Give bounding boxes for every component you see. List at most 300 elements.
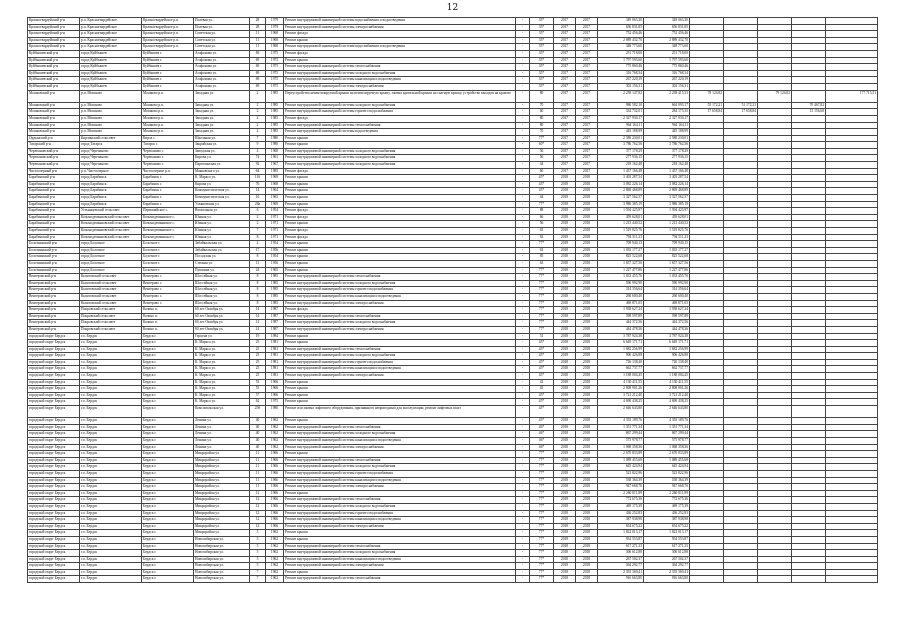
cell-s2: [758, 201, 792, 208]
cell-district: Куйбышевский р-н: [28, 83, 80, 90]
cell-s4: [826, 155, 878, 162]
cell-c5: 590 992,90: [598, 280, 644, 287]
cell-house: 40: [250, 444, 266, 451]
cell-c5: 1 657 327,56: [598, 260, 644, 267]
cell-street: Новосибирская ул.: [194, 550, 250, 557]
cell-c1: -: [516, 228, 530, 235]
cell-c3: 2017: [554, 83, 576, 90]
cell-c4: 2018: [576, 313, 598, 320]
table-row: [28, 510, 878, 517]
cell-work: Ремонт внутридомовой инженерной системы холодного водоснабжения: [284, 280, 516, 287]
cell-year: 1975: [266, 57, 284, 64]
cell-s2: [758, 64, 792, 71]
cell-house: 5: [250, 550, 266, 557]
cell-c3: 2018: [554, 556, 576, 563]
cell-district: городской округ Бердск: [28, 444, 80, 451]
cell-c5: 4 690 438,25: [598, 399, 644, 406]
cell-c1: -: [516, 326, 530, 333]
cell-c1: -: [516, 451, 530, 458]
cell-work: Ремонт фасада: [284, 31, 516, 38]
cell-cost: 2 355 369,41: [644, 569, 690, 576]
cell-c4: 2018: [576, 543, 598, 550]
cell-district: Венгеровский р-н: [28, 313, 80, 320]
cell-district: Красногвардейский р-н: [28, 18, 80, 25]
cell-c2: 70: [530, 102, 554, 109]
cell-street: Микрорайон ул.: [194, 510, 250, 517]
cell-locality: Козино п.: [142, 307, 194, 314]
cell-c2: 85: [530, 254, 554, 261]
cell-s4: [826, 50, 878, 57]
cell-total: [690, 83, 724, 90]
cell-work: Ремонт крыши: [284, 333, 516, 340]
cell-c3: 2017: [554, 102, 576, 109]
cell-house: 69: [250, 64, 266, 71]
cell-s3: [792, 418, 826, 425]
cell-work: Ремонт внутридомовой инженерной системы теплоснабжения: [284, 497, 516, 504]
table-row: [28, 569, 878, 576]
cell-s4: [826, 135, 878, 142]
cell-work: Ремонт крыши: [284, 57, 516, 64]
cell-c5: 444 372,56: [598, 320, 644, 327]
cell-c3: 2018: [554, 490, 576, 497]
cell-locality: Бердск г.: [142, 457, 194, 464]
cell-year: 1968: [266, 31, 284, 38]
cell-district: Мошковский р-н: [28, 109, 80, 116]
cell-settlement: г.о. Бердск: [80, 477, 142, 484]
cell-settlement: Покровский сельсовет: [80, 320, 142, 327]
cell-district: городской округ Бердск: [28, 392, 80, 399]
cell-s2: [758, 280, 792, 287]
cell-s1: [724, 517, 758, 524]
cell-c2: 77*: [530, 517, 554, 524]
cell-house: 74: [250, 155, 266, 162]
cell-cost: 916 663,80: [644, 576, 690, 583]
cell-c3: 2018: [554, 563, 576, 570]
cell-c4: 2017: [576, 77, 598, 84]
cell-s4: [826, 563, 878, 570]
cell-c4: 2018: [576, 464, 598, 471]
cell-s1: [724, 457, 758, 464]
cell-settlement: р.п. Красногвардейское: [80, 24, 142, 31]
cell-cost: 1 797 593,60: [644, 57, 690, 64]
cell-locality: Венгерово с.: [142, 293, 194, 300]
cell-c3: 2018: [554, 444, 576, 451]
cell-s1: [724, 392, 758, 399]
cell-street: Забайкальская ул.: [194, 241, 250, 248]
cell-work: Ремонт внутридомовой инженерной системы электроснабжения: [284, 444, 516, 451]
cell-c1: -: [516, 37, 530, 44]
cell-s4: [826, 254, 878, 261]
cell-c1: -: [516, 148, 530, 155]
cell-street: Шоссейная ул.: [194, 280, 250, 287]
cell-c5: 1 797 593,60: [598, 57, 644, 64]
cell-c4: 2017: [576, 90, 598, 102]
cell-s4: [826, 451, 878, 458]
cell-c3: 2017: [554, 148, 576, 155]
cell-c4: 2017: [576, 135, 598, 142]
cell-s1: [724, 523, 758, 530]
cell-total: [690, 18, 724, 25]
cell-locality: Болотное г.: [142, 247, 194, 254]
cell-s1: [724, 241, 758, 248]
cell-district: Куйбышевский р-н: [28, 77, 80, 84]
cell-c1: -: [516, 142, 530, 149]
cell-c4: 2017: [576, 37, 598, 44]
cell-s2: [758, 135, 792, 142]
cell-cost: 3 082 226,14: [644, 181, 690, 188]
cell-c4: 2018: [576, 201, 598, 208]
cell-cost: 306 612,88: [644, 550, 690, 557]
cell-total: [690, 195, 724, 202]
cell-cost: 6 649 171,71: [644, 340, 690, 347]
cell-settlement: г.о. Бердск: [80, 457, 142, 464]
cell-s3: [792, 228, 826, 235]
cell-s1: [724, 293, 758, 300]
cell-c5: 2 355 369,41: [598, 569, 644, 576]
cell-s1: 17 658,84: [724, 109, 758, 116]
cell-total: [690, 254, 724, 261]
cell-c1: -: [516, 386, 530, 393]
cell-s4: [826, 543, 878, 550]
cell-c3: 2018: [554, 254, 576, 261]
cell-c1: -: [516, 530, 530, 537]
cell-c5: 947 668,76: [598, 484, 644, 491]
cell-street: К. Маркса ул.: [194, 373, 250, 380]
cell-c1: -: [516, 162, 530, 169]
cell-work: Ремонт фасада: [284, 115, 516, 122]
cell-year: 1987: [266, 307, 284, 314]
cell-year: 1975: [266, 64, 284, 71]
cell-s1: [724, 254, 758, 261]
cell-year: 1965: [266, 267, 284, 274]
cell-c3: 2018: [554, 510, 576, 517]
cell-house: 12: [250, 523, 266, 530]
cell-work: Ремонт внутридомовой инженерной системы холодного водоснабжения: [284, 102, 516, 109]
cell-street: Микрорайон ул.: [194, 490, 250, 497]
cell-c2: 46*: [530, 431, 554, 438]
cell-c5: 334 732,01: [598, 109, 644, 116]
cell-s3: [792, 181, 826, 188]
table-row: [28, 234, 878, 241]
cell-year: 1966: [266, 392, 284, 399]
cell-settlement: г.о. Бердск: [80, 418, 142, 425]
cell-total: [690, 399, 724, 406]
cell-work: Ремонт внутридомовой инженерной системы холодного водоснабжения: [284, 431, 516, 438]
cell-cost: 1 035 177,27: [644, 247, 690, 254]
cell-year: 1969: [266, 201, 284, 208]
cell-s4: [826, 392, 878, 399]
cell-street: Советская ул.: [194, 44, 250, 51]
cell-c2: 77*: [530, 201, 554, 208]
cell-c1: -: [516, 267, 530, 274]
cell-house: 11: [250, 470, 266, 477]
cell-street: Пушкина ул.: [194, 267, 250, 274]
cell-cost: 590 992,90: [644, 280, 690, 287]
cell-s3: [792, 201, 826, 208]
cell-locality: Мошково р.п.: [142, 109, 194, 116]
cell-s4: [826, 208, 878, 215]
cell-district: городской округ Бердск: [28, 340, 80, 347]
cell-cost: 267 502,37: [644, 556, 690, 563]
cell-c3: 2018: [554, 517, 576, 524]
cell-year: 1966: [266, 523, 284, 530]
table-row: [28, 135, 878, 142]
cell-c4: 2018: [576, 293, 598, 300]
cell-work: Ремонт внутридомовой инженерной системы водоснабжения и водоотведения: [284, 18, 516, 25]
cell-s1: [724, 510, 758, 517]
cell-year: 1980: [266, 406, 284, 418]
cell-work: Ремонт внутридомовой инженерной системы канализации и водоотведения: [284, 477, 516, 484]
cell-c4: 2017: [576, 44, 598, 51]
cell-s4: [826, 307, 878, 314]
cell-s2: [758, 241, 792, 248]
cell-work: Ремонт внутридомовой инженерной системы теплоснабжения: [284, 122, 516, 129]
cell-c2: 56: [530, 221, 554, 228]
cell-district: Барабинский р-н: [28, 201, 80, 208]
cell-c1: -: [516, 247, 530, 254]
cell-s1: [724, 142, 758, 149]
cell-c4: 2017: [576, 57, 598, 64]
cell-s3: [792, 576, 826, 583]
cell-cost: 654 675,22: [644, 523, 690, 530]
cell-total: [690, 260, 724, 267]
cell-cost: 2 238 415,53: [644, 90, 690, 102]
cell-s3: [792, 155, 826, 162]
cell-c1: -: [516, 57, 530, 64]
cell-street: 60 лет Октября ул.: [194, 326, 250, 333]
cell-district: Черепановский р-н: [28, 162, 80, 169]
cell-work: Ремонт внутридомовой инженерной системы горячего водоснабжения: [284, 510, 516, 517]
cell-work: Ремонт крыши: [284, 221, 516, 228]
cell-house: 7: [250, 135, 266, 142]
cell-house: 14: [250, 326, 266, 333]
cell-s1: [724, 50, 758, 57]
cell-c5: 656 831,85: [598, 24, 644, 31]
cell-s1: [724, 406, 758, 418]
cell-c5: 306 612,88: [598, 550, 644, 557]
cell-c1: -: [516, 373, 530, 380]
cell-c5: 916 663,80: [598, 576, 644, 583]
cell-cost: 794 511,23: [644, 234, 690, 241]
cell-locality: Бердск г.: [142, 424, 194, 431]
cell-street: Ленина ул.: [194, 418, 250, 425]
cell-year: 1965: [266, 195, 284, 202]
cell-locality: Бердск г.: [142, 563, 194, 570]
cell-s2: [758, 464, 792, 471]
cell-locality: Бердск г.: [142, 503, 194, 510]
cell-c3: 2017: [554, 70, 576, 77]
cell-cost: 4 690 438,25: [644, 399, 690, 406]
cell-s4: [826, 510, 878, 517]
cell-locality: Бердск г.: [142, 569, 194, 576]
cell-s3: [792, 37, 826, 44]
cell-street: Герцена ул.: [194, 333, 250, 340]
cell-c4: 2018: [576, 247, 598, 254]
cell-c1: -: [516, 431, 530, 438]
cell-settlement: р.п. Мошково: [80, 122, 142, 129]
table-row: [28, 563, 878, 570]
cell-year: 1987: [266, 320, 284, 327]
cell-c3: 2018: [554, 234, 576, 241]
cell-c5: 2 670 833,89: [598, 451, 644, 458]
cell-c4: 2018: [576, 353, 598, 360]
cell-work: Ремонт внутридомовой инженерной системы холодного водоснабжения: [284, 70, 516, 77]
cell-year: 1985: [266, 300, 284, 307]
cell-c3: 2017: [554, 37, 576, 44]
cell-house: 28: [250, 24, 266, 31]
table-row: [28, 24, 878, 31]
cell-c3: 2018: [554, 260, 576, 267]
cell-locality: Барабинск г.: [142, 181, 194, 188]
table-row: [28, 280, 878, 287]
cell-c3: 2018: [554, 530, 576, 537]
cell-total: [690, 353, 724, 360]
cell-c3: 2018: [554, 208, 576, 215]
cell-locality: Бердск г.: [142, 530, 194, 537]
cell-s3: [792, 379, 826, 386]
cell-s4: [826, 550, 878, 557]
cell-c5: 1 351 771,34: [598, 424, 644, 431]
cell-c2: 35*: [530, 31, 554, 38]
cell-c4: 2017: [576, 162, 598, 169]
cell-c3: 2018: [554, 366, 576, 373]
cell-year: 1981: [266, 366, 284, 373]
cell-settlement: г.о. Бердск: [80, 379, 142, 386]
cell-settlement: Козьмодемьяновский сельсовет: [80, 214, 142, 221]
cell-c4: 2018: [576, 228, 598, 235]
cell-s2: [758, 175, 792, 182]
cell-s4: [826, 379, 878, 386]
cell-year: 1971: [266, 234, 284, 241]
cell-s2: [758, 340, 792, 347]
cell-year: 1966: [266, 457, 284, 464]
cell-total: [690, 168, 724, 175]
cell-house: 11: [250, 37, 266, 44]
cell-s3: [792, 399, 826, 406]
cell-c4: 2018: [576, 470, 598, 477]
cell-locality: Бердск г.: [142, 556, 194, 563]
cell-c1: -: [516, 201, 530, 208]
table-row: [28, 353, 878, 360]
cell-work: Ремонт фасада: [284, 228, 516, 235]
cell-year: 1968: [266, 148, 284, 155]
cell-work: Ремонт внутридомовой инженерной системы теплоснабжения: [284, 313, 516, 320]
cell-year: 1981: [266, 346, 284, 353]
cell-s3: [792, 260, 826, 267]
cell-street: Новосибирская ул.: [194, 543, 250, 550]
cell-c4: 2018: [576, 457, 598, 464]
cell-c4: 2017: [576, 168, 598, 175]
cell-cost: 4 130 411,55: [644, 379, 690, 386]
cell-c5: 1 033 455,76: [598, 274, 644, 281]
cell-c5: 3 403 287,54: [598, 175, 644, 182]
cell-year: 1962: [266, 438, 284, 445]
cell-street: Агафонова ул.: [194, 57, 250, 64]
cell-s2: [758, 576, 792, 583]
cell-c1: -: [516, 64, 530, 71]
cell-c1: -: [516, 353, 530, 360]
table-row: [28, 228, 878, 235]
cell-c2: 88: [530, 208, 554, 215]
cell-street: К. Маркса ул.: [194, 340, 250, 347]
cell-locality: Венгерово с.: [142, 274, 194, 281]
cell-house: 14: [250, 188, 266, 195]
cell-district: городской округ Бердск: [28, 451, 80, 458]
cell-locality: Бердск г.: [142, 359, 194, 366]
cell-c2: 45*: [530, 353, 554, 360]
cell-c2: 77*: [530, 457, 554, 464]
cell-c3: 2018: [554, 399, 576, 406]
cell-s4: [826, 188, 878, 195]
cell-street: Шоссейная ул.: [194, 274, 250, 281]
cell-year: 1966: [266, 451, 284, 458]
cell-total: [690, 490, 724, 497]
cell-s2: [758, 536, 792, 543]
cell-locality: Бердск г.: [142, 576, 194, 583]
cell-district: городской округ Бердск: [28, 470, 80, 477]
cell-s3: [792, 122, 826, 129]
cell-locality: Бердск г.: [142, 451, 194, 458]
cell-house: 2: [250, 214, 266, 221]
cell-s2: [758, 260, 792, 267]
cell-house: 2: [250, 90, 266, 102]
cell-work: Ремонт крыши: [284, 247, 516, 254]
cell-c5: 598 597,89: [598, 313, 644, 320]
cell-district: Барабинский р-н: [28, 221, 80, 228]
cell-c1: -: [516, 109, 530, 116]
cell-total: [690, 24, 724, 31]
cell-c3: 2018: [554, 181, 576, 188]
cell-house: 16: [250, 195, 266, 202]
cell-district: городской округ Бердск: [28, 333, 80, 340]
cell-c4: 2018: [576, 484, 598, 491]
cell-cost: 947 668,76: [644, 484, 690, 491]
cell-c2: 35*: [530, 24, 554, 31]
cell-house: 11: [250, 260, 266, 267]
cell-total: [690, 37, 724, 44]
cell-s2: [758, 457, 792, 464]
cell-s3: [792, 530, 826, 537]
cell-settlement: г.о. Бердск: [80, 497, 142, 504]
cell-year: 1985: [266, 287, 284, 294]
cell-work: Ремонт крыши: [284, 195, 516, 202]
table-row: [28, 424, 878, 431]
cell-district: Болотнинский р-н: [28, 247, 80, 254]
cell-s4: [826, 162, 878, 169]
table-body: [28, 18, 878, 583]
cell-c5: 377 178,29: [598, 148, 644, 155]
cell-work: Ремонт крыши: [284, 135, 516, 142]
cell-settlement: р.п. Красногвардейское: [80, 18, 142, 25]
cell-locality: Бердск г.: [142, 346, 194, 353]
cell-c2: 77*: [530, 464, 554, 471]
cell-street: Южная ул.: [194, 234, 250, 241]
cell-s3: [792, 470, 826, 477]
cell-locality: Мошково р.п.: [142, 115, 194, 122]
cell-cost: 3 403 287,54: [644, 175, 690, 182]
cell-c4: 2017: [576, 83, 598, 90]
cell-c3: 2017: [554, 115, 576, 122]
cell-year: 1985: [266, 129, 284, 136]
cell-year: 1980: [266, 142, 284, 149]
cell-work: Ремонт внутридомовой инженерной системы горячего водоснабжения: [284, 359, 516, 366]
cell-c5: 218 162,48: [598, 162, 644, 169]
cell-district: Красногвардейский р-н: [28, 31, 80, 38]
cell-c2: 70: [530, 129, 554, 136]
cell-year: 1966: [266, 386, 284, 393]
cell-s4: [826, 214, 878, 221]
cell-settlement: Покровский сельсовет: [80, 307, 142, 314]
